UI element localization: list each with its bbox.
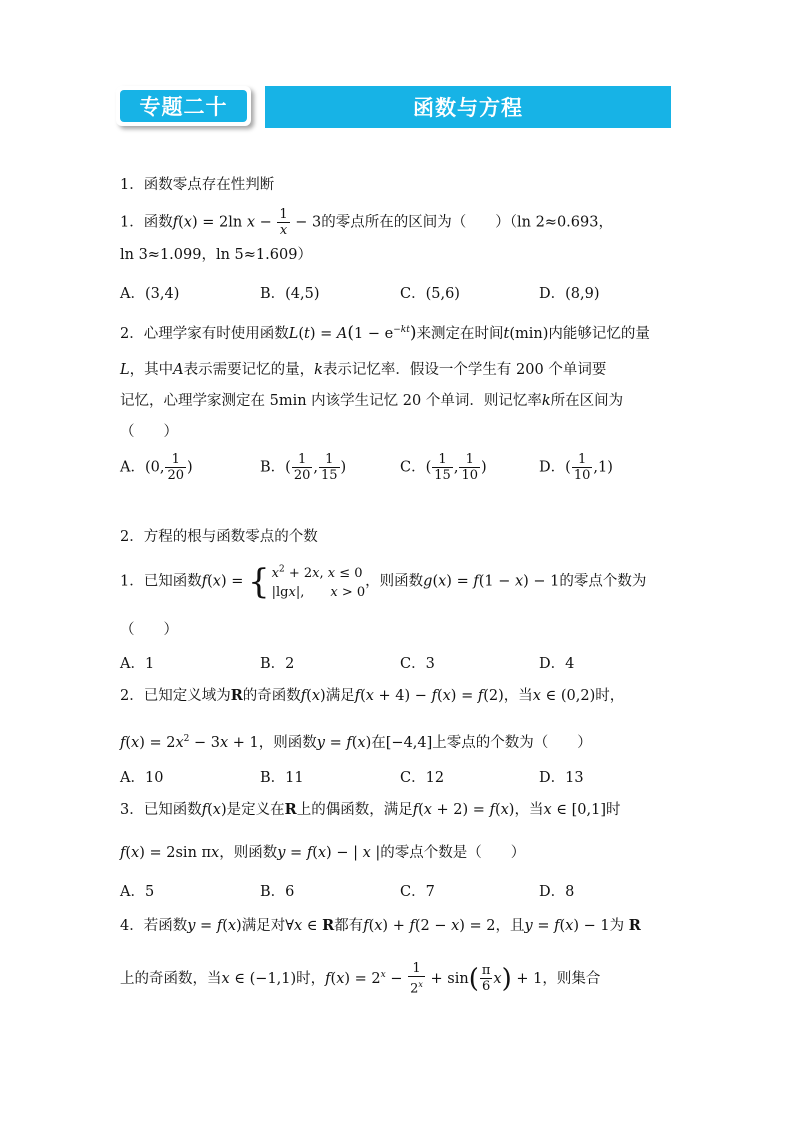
option-d: D．4 xyxy=(539,656,575,672)
topic-title: 函数与方程 xyxy=(265,86,671,128)
option-d: D．13 xyxy=(539,770,584,786)
question-2-3-line2: f(x) = 2sin πx，则函数y = f(x) − | x |的零点个数是（ ） xyxy=(120,845,526,861)
question-1-2-line1: 2．心理学家有时使用函数$L(t) = A(1 - e^{-kt})$来测定在时间t(min)内能够记忆的量 xyxy=(120,322,650,343)
question-1-1: 1．函数f(x) = 2ln x − $\frac{1}{x}$ − 3的零点所在的区间为（ ）（ln 2≈0.693， xyxy=(120,207,613,238)
question-2-2-options xyxy=(120,766,680,790)
question-2-2-line1: 2．已知定义域为R的奇函数f(x)满足f(x + 4) − f(x) = f(2)，当x ∈ (0,2)时， xyxy=(120,687,625,704)
section-title: 2．方程的根与函数零点的个数 xyxy=(120,529,318,545)
option-c: C．( $\frac{1}{15}$ , $\frac{1}{10}$ ) xyxy=(400,452,487,483)
topic-badge-label: 专题二十 xyxy=(120,90,247,122)
option-a: A．(0, $\frac{1}{20}$ ) xyxy=(120,452,193,483)
question-1-1-hint: ln 3≈1.099，ln 5≈1.609） xyxy=(120,247,312,263)
option-c: C．7 xyxy=(400,884,435,900)
option-a: A．5 xyxy=(120,884,155,900)
option-d: D．( $\frac{1}{10}$ ,1) xyxy=(539,452,613,483)
question-2-1: 1．已知函数f(x) = { $x^2 + 2x$, x ≤ 0 |lgx|, x > 0，则函数g(x) = f(1 − x) − 1的零点个数为 xyxy=(120,561,647,602)
question-1-2-line2: L，其中A表示需要记忆的量，k表示记忆率．假设一个学生有 200 个单词要 xyxy=(120,362,607,378)
question-1-1-options xyxy=(120,282,680,306)
question-2-1-paren: （ ） xyxy=(120,622,178,638)
question-1-2-options xyxy=(120,452,680,492)
question-2-4-line2: 上的奇函数，当x ∈ (−1,1)时，$f(x) = 2^x$ − $\frac{1}{2^x}$ + sin( $\frac{\pi}{6}$ x) + 1，则集合 xyxy=(120,961,601,997)
option-d: D．8 xyxy=(539,884,575,900)
option-c: C．12 xyxy=(400,770,445,786)
option-b: B．6 xyxy=(260,884,295,900)
question-1-2-line3: 记忆，心理学家测定在 5min 内该学生记忆 20 个单词．则记忆率k所在区间为 xyxy=(120,393,624,409)
topic-badge xyxy=(116,86,251,126)
option-a: A．1 xyxy=(120,656,155,672)
option-b: B．(4,5) xyxy=(260,286,320,302)
option-d: D．(8,9) xyxy=(539,286,600,302)
option-c: C．3 xyxy=(400,656,435,672)
question-2-1-options xyxy=(120,652,680,676)
option-a: A．(3,4) xyxy=(120,286,180,302)
section-title: 1．函数零点存在性判断 xyxy=(120,177,275,193)
option-b: B．2 xyxy=(260,656,295,672)
question-1-2-paren: （ ） xyxy=(120,424,178,440)
question-2-4-line1: 4．若函数y = f(x)满足对∀x ∈ R都有f(x) + f(2 − x) = 2，且y = f(x) − 1为 R xyxy=(120,917,641,934)
option-a: A．10 xyxy=(120,770,164,786)
question-2-2-line2: $f(x) = 2x^2 - 3x + 1$，则函数y = f(x)在[−4,4]上零点的个数为（ ） xyxy=(120,734,592,751)
question-2-3-line1: 3．已知函数f(x)是定义在R上的偶函数，满足f(x + 2) = f(x)，当x ∈ [0,1]时 xyxy=(120,801,621,818)
option-c: C．(5,6) xyxy=(400,286,460,302)
question-2-3-options xyxy=(120,880,680,904)
option-b: B．11 xyxy=(260,770,304,786)
option-b: B．( $\frac{1}{20}$ , $\frac{1}{15}$ ) xyxy=(260,452,347,483)
topic-header xyxy=(116,86,672,130)
